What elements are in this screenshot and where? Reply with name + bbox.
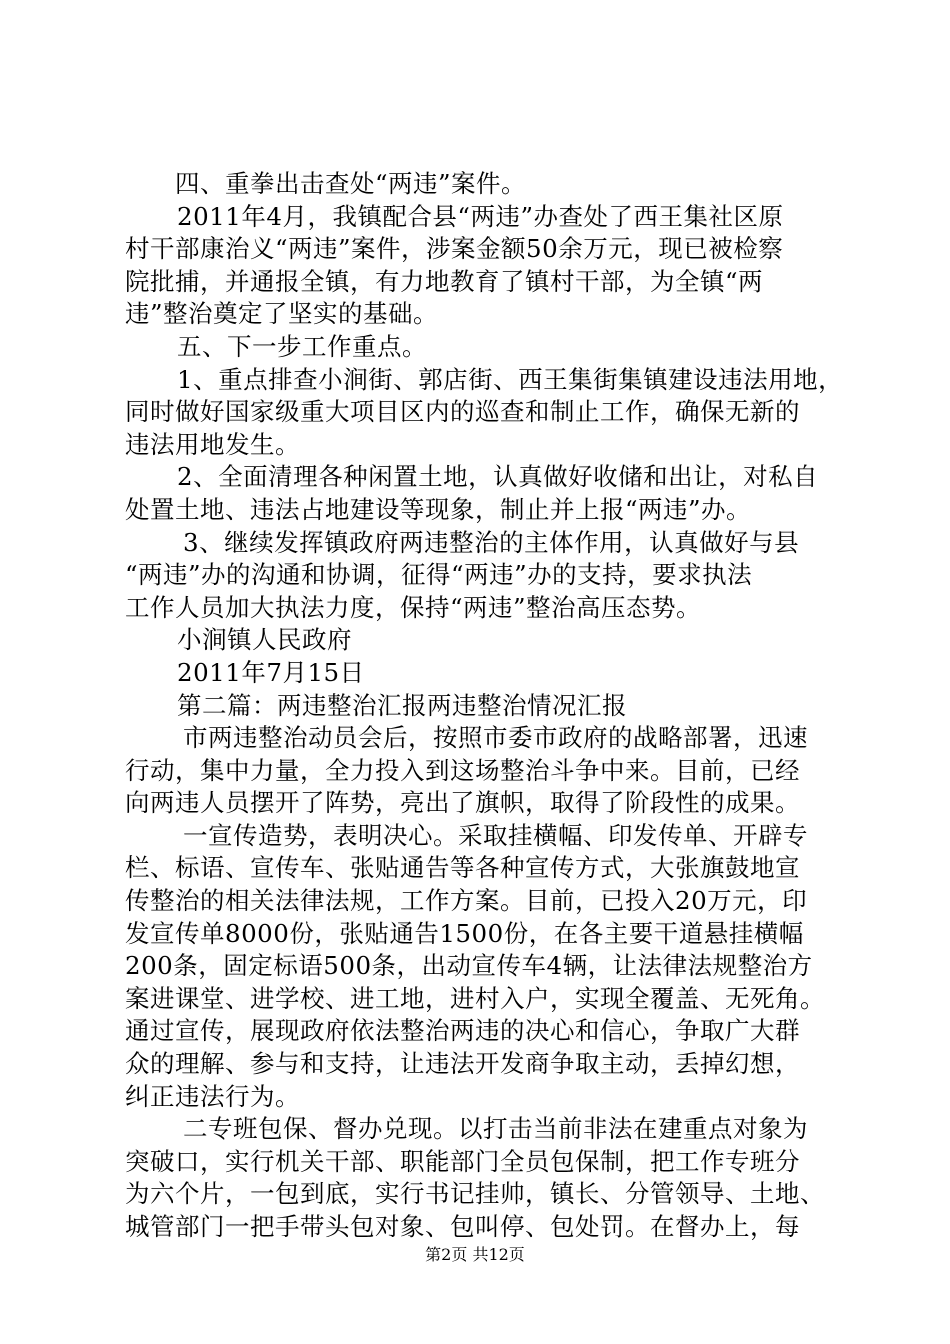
text-line: 通过宣传，展现政府依法整治两违的决心和信心，争取广大群 [125,1016,800,1046]
document-body [125,168,844,1244]
text-line: 纠正违法行为。 [125,1081,300,1111]
text-line: 突破口，实行机关干部、职能部门全员包保制，把工作专班分 [125,1146,800,1176]
text-line: 为六个片，一包到底，实行书记挂帅，镇长、分管领导、土地、 [125,1179,825,1209]
text-line: 3、继续发挥镇政府两违整治的主体作用，认真做好与县 [183,527,800,557]
text-line: 2011年4月，我镇配合县“两违”办查处了西王集社区原 [177,201,784,231]
text-line: 传整治的相关法律法规，工作方案。目前，已投入20万元，印 [125,886,808,916]
text-line: 向两违人员摆开了阵势，亮出了旗帜，取得了阶段性的成果。 [125,788,800,818]
text-line: 案进课堂、进学校、进工地，进村入户，实现全覆盖、无死角。 [125,983,825,1013]
text-line: 小涧镇人民政府 [177,625,352,655]
text-line: 行动，集中力量，全力投入到这场整治斗争中来。目前，已经 [125,755,800,785]
text-line: “两违”办的沟通和协调，征得“两违”办的支持，要求执法 [125,560,753,590]
text-line: 工作人员加大执法力度，保持“两违”整治高压态势。 [125,592,702,622]
text-line: 1、重点排查小涧街、郭店街、西王集街集镇建设违法用地， [177,364,844,394]
text-line: 四、重拳出击查处“两违”案件。 [175,169,527,198]
text-line: 2011年7月15日 [177,657,365,687]
text-line: 2、全面清理各种闲置土地，认真做好收储和出让，对私自 [177,462,819,492]
text-line: 违法用地发生。 [125,429,300,459]
text-line: 众的理解、参与和支持，让违法开发商争取主动，丢掉幻想， [125,1049,800,1079]
text-line: 五、下一步工作重点。 [177,331,427,361]
text-line: 200条，固定标语500条，出动宣传车4辆，让法律法规整治方 [125,951,813,981]
text-line: 处置土地、违法占地建设等现象，制止并上报“两违”办。 [125,494,752,524]
text-line: 第二篇：两违整治汇报两违整治情况汇报 [177,690,627,720]
text-line: 发宣传单8000份，张贴通告1500份，在各主要干道悬挂横幅 [125,918,804,948]
text-line: 同时做好国家级重大项目区内的巡查和制止工作，确保无新的 [125,397,800,427]
text-line: 二专班包保、督办兑现。以打击当前非法在建重点对象为 [183,1114,808,1144]
text-line: 城管部门一把手带头包对象、包叫停、包处罚。在督办上，每 [125,1212,800,1241]
text-line: 栏、标语、宣传车、张贴通告等各种宣传方式，大张旗鼓地宣 [125,853,800,883]
page-footer: 第2页 共12页 [425,1245,525,1264]
text-line: 一宣传造势，表明决心。采取挂横幅、印发传单、开辟专 [183,820,808,850]
text-line: 院批捕，并通报全镇，有力地教育了镇村干部，为全镇“两 [125,266,764,296]
text-line: 违”整治奠定了坚实的基础。 [125,299,439,329]
text-line: 村干部康治义“两违”案件，涉案金额50余万元，现已被检察 [125,234,784,264]
text-line: 市两违整治动员会后，按照市委市政府的战略部署，迅速 [183,723,808,753]
